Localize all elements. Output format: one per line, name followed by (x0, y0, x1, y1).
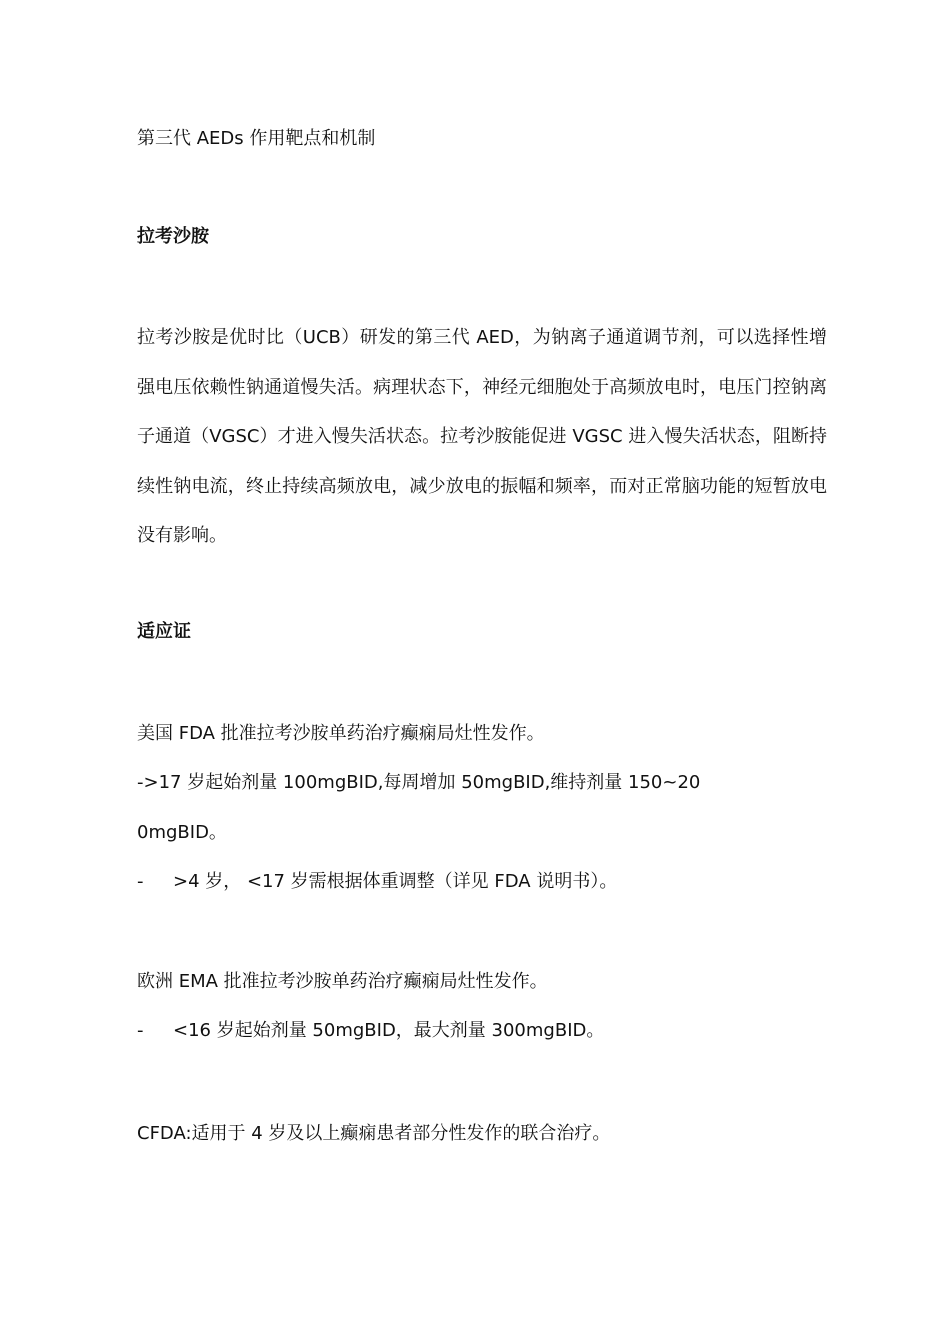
list-dash: - (137, 871, 144, 892)
list-dash: - (137, 1020, 144, 1041)
fda-pediatric-text: >4 岁， <17 岁需根据体重调整（详见 FDA 说明书）。 (173, 871, 618, 892)
fda-pediatric-item (137, 870, 617, 894)
ema-dose-text: <16 岁起始剂量 50mgBID，最大剂量 300mgBID。 (173, 1020, 605, 1041)
ema-dose-item (137, 1019, 604, 1043)
section-heading-indications: 适应证 (137, 621, 191, 642)
fda-approval-text: 美国 FDA 批准拉考沙胺单药治疗癫痫局灶性发作。 (137, 723, 545, 744)
cfda-indication-text: CFDA:适用于 4 岁及以上癫痫患者部分性发作的联合治疗。 (137, 1123, 611, 1144)
fda-dose-line-1: ->17 岁起始剂量 100mgBID,每周增加 50mgBID,维持剂量 150~20 (137, 772, 701, 793)
document-title: 第三代 AEDs 作用靶点和机制 (137, 128, 376, 149)
section-heading-lacosamide: 拉考沙胺 (137, 226, 209, 247)
mechanism-paragraph: 拉考沙胺是优时比（UCB）研发的第三代 AED，为钠离子通道调节剂，可以选择性增强电压依赖性钠通道慢失活。病理状态下，神经元细胞处于高频放电时，电压门控钠离子通道（VGSC）才进入慢失活状态。拉考沙胺能促进 VGSC 进入慢失活状态，阻断持续性钠电流，终止持续高频放电，减少放电的振幅和频率，而对正常脑功能的短暂放电没有影响。 (137, 327, 827, 547)
ema-approval-text: 欧洲 EMA 批准拉考沙胺单药治疗癫痫局灶性发作。 (137, 971, 548, 992)
fda-dose-line-2: 0mgBID。 (137, 822, 227, 843)
